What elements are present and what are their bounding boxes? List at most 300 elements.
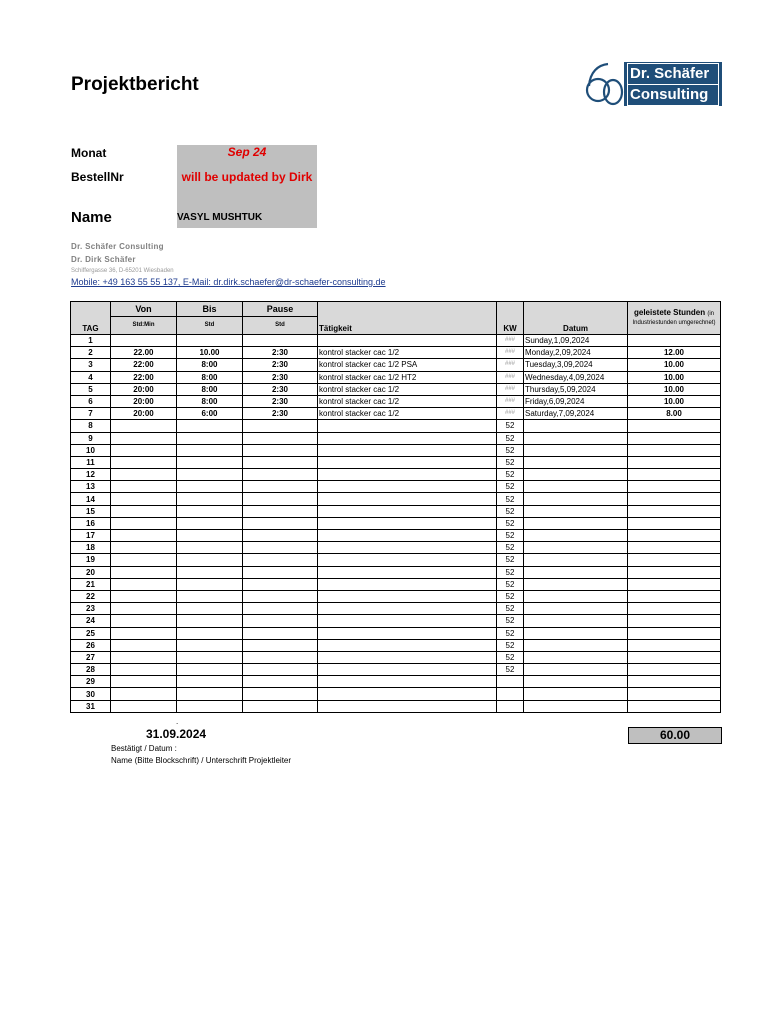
company-logo	[584, 62, 724, 108]
day-cell: 11	[71, 456, 111, 468]
kw-cell: 52	[497, 590, 524, 602]
day-cell: 24	[71, 615, 111, 627]
day-cell: 19	[71, 554, 111, 566]
stunden-cell: 12.00	[628, 347, 721, 359]
stunden-cell	[628, 456, 721, 468]
von-cell[interactable]: 22:00	[111, 371, 177, 383]
bis-cell[interactable]: 8:00	[177, 359, 243, 371]
table-row	[71, 542, 721, 554]
pause-cell[interactable]	[243, 444, 318, 456]
taetigkeit-cell[interactable]	[318, 554, 497, 566]
bis-cell[interactable]	[177, 688, 243, 700]
taetigkeit-cell[interactable]: kontrol stacker cac 1/2 HT2	[318, 371, 497, 383]
day-cell: 8	[71, 420, 111, 432]
company-address: Schiffergasse 36, D-65201 Wiesbaden	[71, 268, 174, 274]
day-cell: 6	[71, 395, 111, 407]
pause-cell[interactable]	[243, 517, 318, 529]
stunden-cell	[628, 493, 721, 505]
col-bis-subheader: Std	[177, 317, 243, 335]
table-row	[71, 420, 721, 432]
von-cell[interactable]	[111, 554, 177, 566]
col-bis-header: Bis	[177, 302, 243, 317]
von-cell[interactable]	[111, 481, 177, 493]
bis-cell[interactable]	[177, 469, 243, 481]
pause-cell[interactable]	[243, 456, 318, 468]
kw-cell: ###	[497, 408, 524, 420]
stunden-cell	[628, 651, 721, 663]
col-von-subheader: Std:Min	[111, 317, 177, 335]
pause-cell[interactable]	[243, 505, 318, 517]
von-cell[interactable]	[111, 615, 177, 627]
taetigkeit-cell[interactable]	[318, 481, 497, 493]
bis-cell[interactable]: 10.00	[177, 347, 243, 359]
taetigkeit-cell[interactable]	[318, 542, 497, 554]
stunden-header-note: (in Industriestunden umgerechnet)	[632, 311, 716, 326]
table-row	[71, 603, 721, 615]
taetigkeit-cell[interactable]: kontrol stacker cac 1/2	[318, 408, 497, 420]
taetigkeit-cell[interactable]	[318, 469, 497, 481]
taetigkeit-cell[interactable]	[318, 505, 497, 517]
taetigkeit-cell[interactable]: kontrol stacker cac 1/2	[318, 347, 497, 359]
pause-cell[interactable]: 2:30	[243, 408, 318, 420]
monat-label: Monat	[71, 146, 107, 160]
day-cell: 7	[71, 408, 111, 420]
kw-cell: 52	[497, 554, 524, 566]
datum-cell	[524, 603, 628, 615]
datum-cell	[524, 469, 628, 481]
kw-cell: 52	[497, 651, 524, 663]
day-cell: 15	[71, 505, 111, 517]
table-row	[71, 347, 721, 359]
footer-signature-label: Name (Bitte Blockschrift) / Unterschrift Projektleiter	[111, 756, 292, 765]
kw-cell: ###	[497, 395, 524, 407]
datum-cell	[524, 505, 628, 517]
datum-cell	[524, 590, 628, 602]
table-row	[71, 505, 721, 517]
datum-cell	[524, 664, 628, 676]
stunden-cell	[628, 688, 721, 700]
pause-cell[interactable]	[243, 566, 318, 578]
bis-cell[interactable]: 6:00	[177, 408, 243, 420]
von-cell[interactable]	[111, 700, 177, 712]
von-cell[interactable]	[111, 469, 177, 481]
table-row	[71, 590, 721, 602]
day-cell: 27	[71, 651, 111, 663]
datum-cell	[524, 444, 628, 456]
col-pause-subheader: Std	[243, 317, 318, 335]
table-row	[71, 554, 721, 566]
bestellnr-label: BestellNr	[71, 170, 124, 184]
bis-cell[interactable]	[177, 432, 243, 444]
datum-cell	[524, 627, 628, 639]
kw-cell	[497, 700, 524, 712]
bis-cell[interactable]: 8:00	[177, 383, 243, 395]
table-row	[71, 700, 721, 712]
von-cell[interactable]	[111, 688, 177, 700]
pause-cell[interactable]: 2:30	[243, 359, 318, 371]
bis-cell[interactable]	[177, 517, 243, 529]
bis-cell[interactable]	[177, 627, 243, 639]
stunden-cell	[628, 700, 721, 712]
kw-cell: 52	[497, 627, 524, 639]
bis-cell[interactable]	[177, 664, 243, 676]
day-cell: 23	[71, 603, 111, 615]
table-row	[71, 493, 721, 505]
kw-cell: ###	[497, 359, 524, 371]
bestellnr-value[interactable]: will be updated by Dirk	[181, 170, 313, 184]
pause-cell[interactable]	[243, 481, 318, 493]
bis-cell[interactable]	[177, 651, 243, 663]
kw-cell	[497, 688, 524, 700]
stunden-cell: 10.00	[628, 383, 721, 395]
pause-cell[interactable]	[243, 554, 318, 566]
pause-cell[interactable]	[243, 639, 318, 651]
day-cell: 20	[71, 566, 111, 578]
name-value[interactable]: VASYL MUSHTUK	[177, 212, 263, 223]
kw-cell: 52	[497, 639, 524, 651]
datum-cell	[524, 493, 628, 505]
datum-cell	[524, 578, 628, 590]
bis-cell[interactable]	[177, 420, 243, 432]
stunden-cell: 10.00	[628, 359, 721, 371]
von-cell[interactable]	[111, 627, 177, 639]
day-cell: 18	[71, 542, 111, 554]
kw-cell: 52	[497, 444, 524, 456]
von-cell[interactable]	[111, 335, 177, 347]
bis-cell[interactable]	[177, 603, 243, 615]
datum-cell	[524, 517, 628, 529]
pause-cell[interactable]	[243, 590, 318, 602]
datum-cell: Friday,6,09,2024	[524, 395, 628, 407]
taetigkeit-cell[interactable]	[318, 578, 497, 590]
von-cell[interactable]	[111, 420, 177, 432]
logo-sixty-icon	[584, 62, 628, 108]
table-row	[71, 335, 721, 347]
taetigkeit-cell[interactable]	[318, 639, 497, 651]
datum-cell: Thursday,5,09,2024	[524, 383, 628, 395]
taetigkeit-cell[interactable]	[318, 432, 497, 444]
kw-cell: 52	[497, 481, 524, 493]
pause-cell[interactable]	[243, 664, 318, 676]
stunden-cell	[628, 603, 721, 615]
pause-cell[interactable]	[243, 335, 318, 347]
table-row	[71, 615, 721, 627]
pause-cell[interactable]	[243, 603, 318, 615]
logo-line-2: Consulting	[627, 84, 719, 106]
taetigkeit-cell[interactable]	[318, 615, 497, 627]
stunden-cell	[628, 420, 721, 432]
datum-cell: Wednesday,4,09,2024	[524, 371, 628, 383]
col-kw-header: KW	[497, 302, 524, 335]
col-taetigkeit-header: Tätigkeit	[318, 302, 497, 335]
bis-cell[interactable]	[177, 530, 243, 542]
kw-cell: 52	[497, 517, 524, 529]
company-name: Dr. Schäfer Consulting	[71, 242, 164, 251]
day-cell: 31	[71, 700, 111, 712]
bis-cell[interactable]	[177, 493, 243, 505]
pause-cell[interactable]	[243, 420, 318, 432]
day-cell: 9	[71, 432, 111, 444]
bis-cell[interactable]	[177, 566, 243, 578]
datum-cell	[524, 481, 628, 493]
von-cell[interactable]	[111, 603, 177, 615]
table-row	[71, 444, 721, 456]
stunden-cell	[628, 627, 721, 639]
footer-dot: .	[176, 717, 179, 726]
taetigkeit-cell[interactable]	[318, 335, 497, 347]
bis-cell[interactable]: 8:00	[177, 371, 243, 383]
kw-cell: 52	[497, 493, 524, 505]
bis-cell[interactable]	[177, 554, 243, 566]
kw-cell: 52	[497, 566, 524, 578]
datum-cell: Tuesday,3,09,2024	[524, 359, 628, 371]
von-cell[interactable]	[111, 505, 177, 517]
day-cell: 10	[71, 444, 111, 456]
stunden-cell	[628, 530, 721, 542]
monat-value[interactable]: Sep 24	[227, 145, 267, 159]
table-row	[71, 371, 721, 383]
taetigkeit-cell[interactable]: kontrol stacker cac 1/2	[318, 395, 497, 407]
kw-cell: 52	[497, 578, 524, 590]
datum-cell	[524, 554, 628, 566]
table-row	[71, 517, 721, 529]
table-row	[71, 688, 721, 700]
von-cell[interactable]: 20:00	[111, 383, 177, 395]
taetigkeit-cell[interactable]	[318, 517, 497, 529]
datum-cell	[524, 615, 628, 627]
von-cell[interactable]	[111, 590, 177, 602]
pause-cell[interactable]	[243, 542, 318, 554]
pause-cell[interactable]	[243, 676, 318, 688]
pause-cell[interactable]	[243, 700, 318, 712]
bis-cell[interactable]	[177, 578, 243, 590]
stunden-cell	[628, 481, 721, 493]
datum-cell	[524, 456, 628, 468]
stunden-cell	[628, 542, 721, 554]
day-cell: 30	[71, 688, 111, 700]
table-row	[71, 395, 721, 407]
logo-line-1: Dr. Schäfer	[627, 63, 719, 84]
kw-cell: 52	[497, 420, 524, 432]
pause-cell[interactable]: 2:30	[243, 347, 318, 359]
taetigkeit-cell[interactable]	[318, 444, 497, 456]
datum-cell	[524, 420, 628, 432]
kw-cell: ###	[497, 347, 524, 359]
pause-cell[interactable]: 2:30	[243, 395, 318, 407]
pause-cell[interactable]	[243, 651, 318, 663]
stunden-cell	[628, 664, 721, 676]
kw-cell: 52	[497, 603, 524, 615]
company-contact-link[interactable]: Mobile: +49 163 55 55 137, E-Mail: dr.dirk.schaefer@dr-schaefer-consulting.de	[71, 277, 386, 287]
table-row	[71, 676, 721, 688]
bis-cell[interactable]	[177, 639, 243, 651]
day-cell: 28	[71, 664, 111, 676]
von-cell[interactable]	[111, 542, 177, 554]
table-row	[71, 359, 721, 371]
bis-cell[interactable]: 8:00	[177, 395, 243, 407]
taetigkeit-cell[interactable]: kontrol stacker cac 1/2	[318, 383, 497, 395]
bis-cell[interactable]	[177, 456, 243, 468]
page-title: Projektbericht	[71, 74, 199, 95]
kw-cell: ###	[497, 383, 524, 395]
pause-cell[interactable]	[243, 493, 318, 505]
kw-cell: 52	[497, 615, 524, 627]
datum-cell	[524, 542, 628, 554]
stunden-cell	[628, 639, 721, 651]
bis-cell[interactable]	[177, 700, 243, 712]
col-stunden-header	[628, 302, 721, 335]
bis-cell[interactable]	[177, 542, 243, 554]
datum-cell: Saturday,7,09,2024	[524, 408, 628, 420]
von-cell[interactable]	[111, 432, 177, 444]
stunden-cell	[628, 432, 721, 444]
stunden-cell	[628, 469, 721, 481]
taetigkeit-cell[interactable]	[318, 530, 497, 542]
von-cell[interactable]: 20:00	[111, 395, 177, 407]
col-tag-header: TAG	[71, 302, 111, 335]
taetigkeit-cell[interactable]	[318, 420, 497, 432]
pause-cell[interactable]	[243, 615, 318, 627]
stunden-cell	[628, 615, 721, 627]
pause-cell[interactable]	[243, 432, 318, 444]
bis-cell[interactable]	[177, 615, 243, 627]
von-cell[interactable]: 20:00	[111, 408, 177, 420]
table-row	[71, 432, 721, 444]
table-row	[71, 566, 721, 578]
von-cell[interactable]	[111, 444, 177, 456]
von-cell[interactable]	[111, 456, 177, 468]
bis-cell[interactable]	[177, 505, 243, 517]
stunden-cell: 10.00	[628, 395, 721, 407]
stunden-cell	[628, 578, 721, 590]
kw-cell: 52	[497, 456, 524, 468]
stunden-cell	[628, 505, 721, 517]
logo-text-box	[624, 62, 722, 106]
von-cell[interactable]	[111, 517, 177, 529]
von-cell[interactable]: 22:00	[111, 359, 177, 371]
bis-cell[interactable]	[177, 481, 243, 493]
pause-cell[interactable]	[243, 530, 318, 542]
day-cell: 13	[71, 481, 111, 493]
kw-cell: ###	[497, 335, 524, 347]
day-cell: 21	[71, 578, 111, 590]
kw-cell: 52	[497, 469, 524, 481]
total-hours: 60.00	[628, 727, 722, 744]
timesheet-table	[70, 301, 721, 713]
table-row	[71, 408, 721, 420]
stunden-cell	[628, 676, 721, 688]
kw-cell: 52	[497, 432, 524, 444]
kw-cell: ###	[497, 371, 524, 383]
taetigkeit-cell[interactable]	[318, 590, 497, 602]
stunden-cell: 8.00	[628, 408, 721, 420]
datum-cell	[524, 700, 628, 712]
table-row	[71, 456, 721, 468]
day-cell: 22	[71, 590, 111, 602]
bis-cell[interactable]	[177, 590, 243, 602]
col-von-header: Von	[111, 302, 177, 317]
day-cell: 17	[71, 530, 111, 542]
von-cell[interactable]	[111, 676, 177, 688]
kw-cell: 52	[497, 505, 524, 517]
von-cell[interactable]	[111, 664, 177, 676]
von-cell[interactable]	[111, 493, 177, 505]
pause-cell[interactable]	[243, 578, 318, 590]
stunden-cell	[628, 566, 721, 578]
pause-cell[interactable]: 2:30	[243, 371, 318, 383]
taetigkeit-cell[interactable]	[318, 493, 497, 505]
taetigkeit-cell[interactable]	[318, 700, 497, 712]
bis-cell[interactable]	[177, 444, 243, 456]
col-pause-header: Pause	[243, 302, 318, 317]
datum-cell	[524, 651, 628, 663]
taetigkeit-cell[interactable]	[318, 603, 497, 615]
table-row	[71, 469, 721, 481]
col-datum-header: Datum	[524, 302, 628, 335]
table-row	[71, 639, 721, 651]
kw-cell	[497, 676, 524, 688]
pause-cell[interactable]: 2:30	[243, 383, 318, 395]
day-cell: 29	[71, 676, 111, 688]
day-cell: 1	[71, 335, 111, 347]
table-row	[71, 651, 721, 663]
taetigkeit-cell[interactable]	[318, 627, 497, 639]
taetigkeit-cell[interactable]	[318, 664, 497, 676]
datum-cell: Monday,2,09,2024	[524, 347, 628, 359]
taetigkeit-cell[interactable]	[318, 676, 497, 688]
taetigkeit-cell[interactable]	[318, 688, 497, 700]
von-cell[interactable]	[111, 651, 177, 663]
datum-cell	[524, 676, 628, 688]
day-cell: 3	[71, 359, 111, 371]
table-row	[71, 627, 721, 639]
datum-cell	[524, 639, 628, 651]
von-cell[interactable]	[111, 566, 177, 578]
taetigkeit-cell[interactable]	[318, 566, 497, 578]
day-cell: 16	[71, 517, 111, 529]
stunden-cell	[628, 554, 721, 566]
table-header-row	[71, 302, 721, 317]
datum-cell	[524, 566, 628, 578]
bis-cell[interactable]	[177, 335, 243, 347]
pause-cell[interactable]	[243, 688, 318, 700]
stunden-cell	[628, 517, 721, 529]
kw-cell: 52	[497, 542, 524, 554]
table-row	[71, 578, 721, 590]
taetigkeit-cell[interactable]	[318, 651, 497, 663]
day-cell: 5	[71, 383, 111, 395]
day-cell: 14	[71, 493, 111, 505]
bis-cell[interactable]	[177, 676, 243, 688]
day-cell: 26	[71, 639, 111, 651]
taetigkeit-cell[interactable]: kontrol stacker cac 1/2 PSA	[318, 359, 497, 371]
datum-cell: Sunday,1,09,2024	[524, 335, 628, 347]
von-cell[interactable]	[111, 639, 177, 651]
von-cell[interactable]	[111, 530, 177, 542]
footer-date[interactable]: 31.09.2024	[146, 727, 207, 741]
pause-cell[interactable]	[243, 627, 318, 639]
datum-cell	[524, 688, 628, 700]
von-cell[interactable]: 22.00	[111, 347, 177, 359]
stunden-header-label: geleistete Stunden	[633, 308, 706, 317]
pause-cell[interactable]	[243, 469, 318, 481]
stunden-cell	[628, 444, 721, 456]
stunden-cell	[628, 335, 721, 347]
taetigkeit-cell[interactable]	[318, 456, 497, 468]
table-row	[71, 481, 721, 493]
datum-cell	[524, 432, 628, 444]
von-cell[interactable]	[111, 578, 177, 590]
